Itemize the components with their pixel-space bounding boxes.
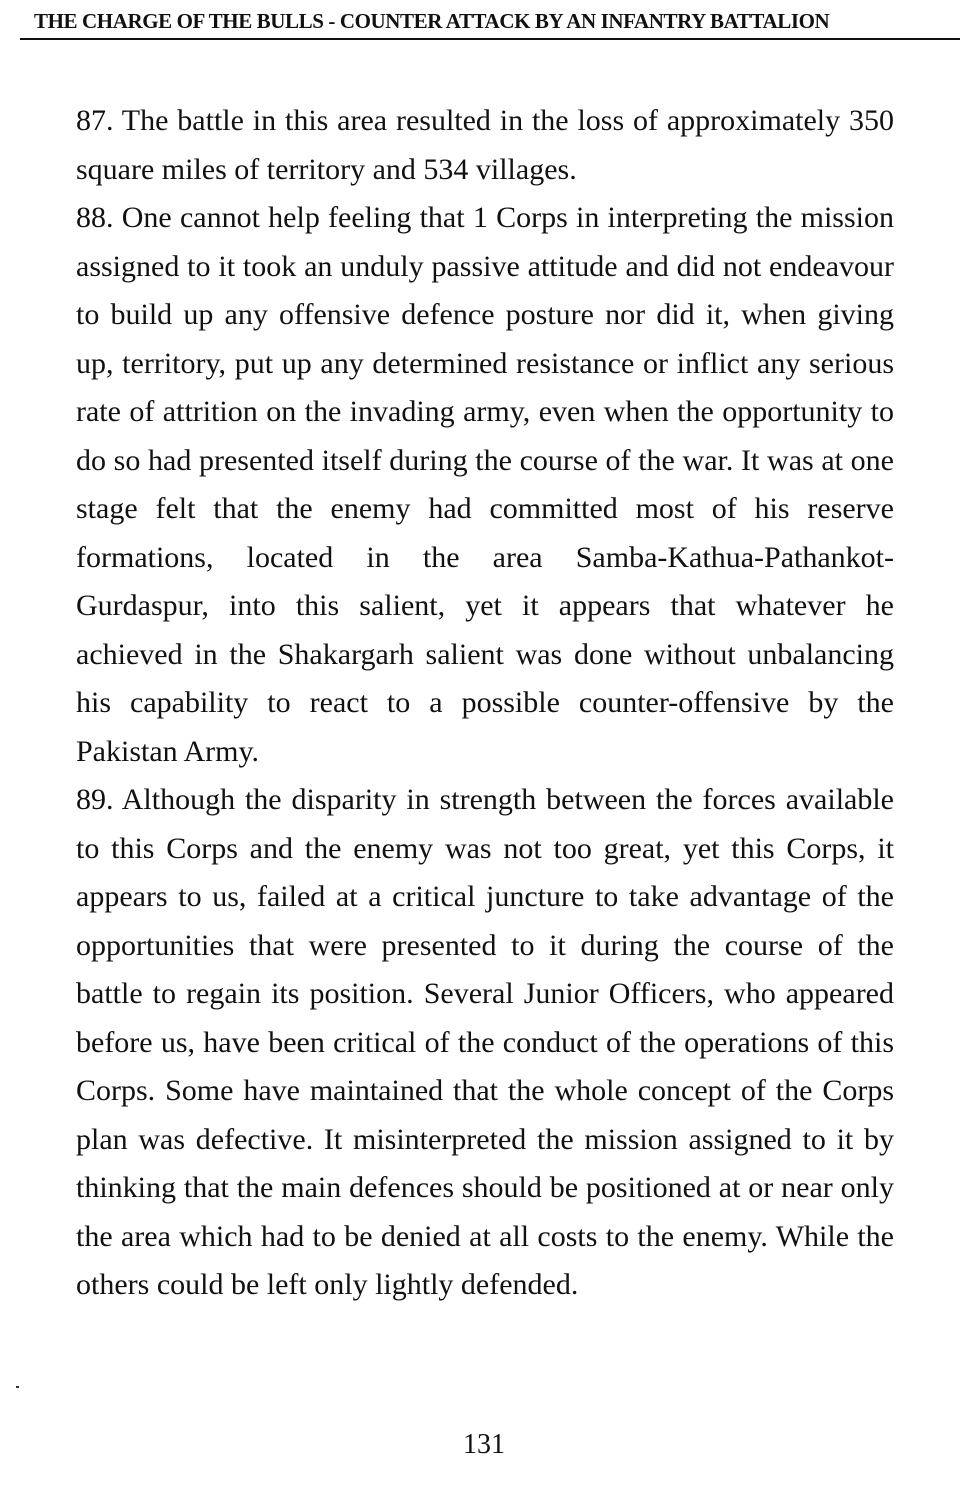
margin-mark [16, 1386, 19, 1388]
body-text [76, 97, 894, 1310]
paragraph-89: 89. Although the disparity in strength between the forces available to this Corps and the enemy was not too great, yet this Corps, it appears to us, failed at a critical juncture to take advantage of the opportunities that were presented to it during the course of the battle to regain its position. Several Junior Officers, who appeared before us, have been critical of the conduct of the operations of this Corps. Some have maintained that the whole concept of the Corps plan was defective. It misinterpreted the mission assigned to it by thinking that the main defences should be positioned at or near only the area which had to be denied at all costs to the enemy. While the others could be left only lightly defended. [76, 783, 894, 1301]
paragraph-88: 88. One cannot help feeling that 1 Corps in interpreting the mission assigned to it took an unduly passive attitude and did not endeavour to build up any offensive defence posture nor did it, when giving up, territory, put up any determined resistance or inflict any serious rate of attrition on the invading army, even when the opportunity to do so had presented itself during the course of the war. It was at one stage felt that the enemy had committed most of his reserve formations, located in the area Samba-Kathua-Pathankot-Gurdaspur, into this salient, yet it appears that whatever he achieved in the Shakargarh salient was done without unbalancing his capability to react to a possible counter-offensive by the Pakistan Army. [76, 201, 894, 768]
page-number: 131 [463, 1429, 505, 1460]
header-rule [20, 38, 960, 40]
running-header: THE CHARGE OF THE BULLS - COUNTER ATTACK BY AN INFANTRY BATTALION [34, 9, 830, 33]
paragraph-87: 87. The battle in this area resulted in the loss of approximately 350 square miles of territory and 534 villages. [76, 104, 894, 186]
